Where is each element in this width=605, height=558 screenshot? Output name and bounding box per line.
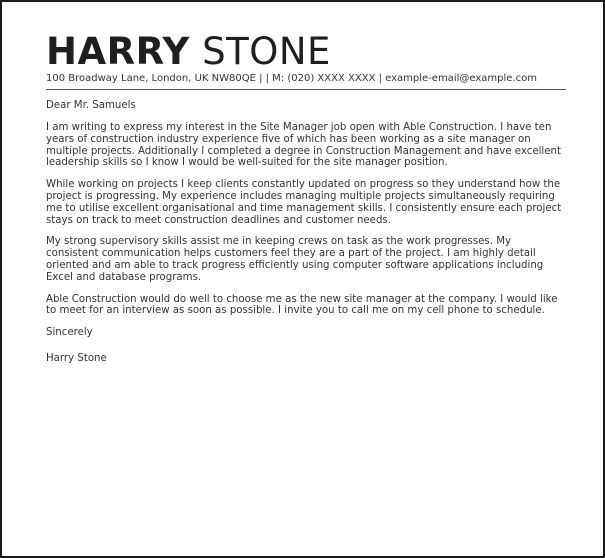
paragraph-experience: While working on projects I keep clients constantly updated on progress so they understand how the project is progressing. My experience includes managing multiple projects simultaneously requiring me to utilise excellent organisational and time management skills. I consistently ensure each project stays on track to meet construction deadlines and customer needs. [46, 179, 562, 226]
paragraph-closing: Able Construction would do well to choose me as the new site manager at the company. I would like to meet for an interview as soon as possible. I invite you to call me on my cell phone to schedule. [46, 293, 558, 317]
applicant-name [46, 32, 566, 72]
signature-name: Harry Stone [46, 353, 107, 365]
cover-letter [46, 32, 566, 365]
last-name: STONE [202, 30, 331, 73]
paragraph-intro: I am writing to express my interest in the Site Manager job open with Able Construction. I have ten years of construction industry experience five of which has been working as a site manager on multiple projects. Additionally I completed a degree in Construction Management and have excellent leadership skills so I know I would be well-suited for the site manager position. [46, 122, 561, 169]
salutation: Dear Mr. Samuels [46, 100, 136, 111]
contact-line: 100 Broadway Lane, London, UK NW80QE | | M: (020) XXXX XXXX | example-email@example.com [46, 72, 566, 90]
closing: Sincerely [46, 327, 93, 339]
paragraph-skills: My strong supervisory skills assist me in keeping crews on task as the work progresses. My consistent communication helps customers feel they are a part of the project. I am highly detail oriented and am able to track progress efficiently using computer software applications including Excel and database programs. [46, 236, 544, 283]
first-name: HARRY [46, 30, 190, 73]
